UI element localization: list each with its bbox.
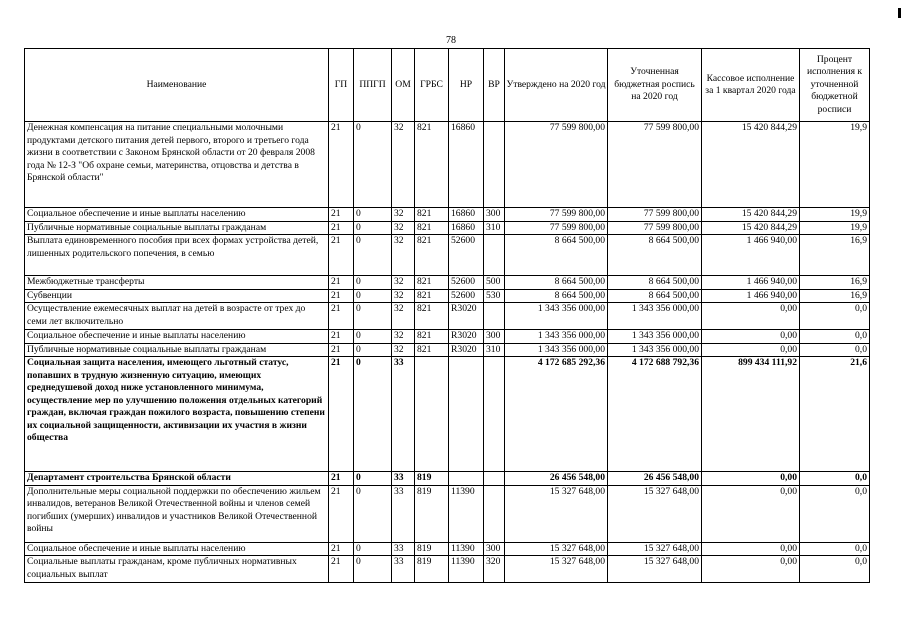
cell-percent: 19,9 [800, 208, 870, 222]
cell-cash: 15 420 844,29 [702, 208, 800, 222]
cell-updated: 4 172 688 792,36 [608, 357, 702, 472]
cell-om: 32 [392, 330, 415, 344]
cell-np [449, 472, 484, 486]
table-row [25, 276, 870, 290]
cell-name: Социальная защита населения, имеющего льготный статус, попавших в трудную жизненную ситуацию, имеющих среднедушевой доход ниже установленного минимума, осуществление мер по улучшению положения отдельных категорий граждан, включая граждан пожилого возраста, повышению степени их социальной защищенности, активизации их участия в жизни общества [25, 357, 329, 472]
cell-gp: 21 [329, 343, 354, 357]
col-header-gp: ГП [329, 49, 354, 122]
cell-percent: 21,6 [800, 357, 870, 472]
cell-approved: 15 327 648,00 [505, 542, 608, 556]
cell-gp: 21 [329, 221, 354, 235]
cell-pgp: 0 [354, 542, 392, 556]
cell-om: 33 [392, 357, 415, 472]
cell-cash: 15 420 844,29 [702, 122, 800, 208]
cell-vr [484, 303, 505, 330]
cell-name: Денежная компенсация на питание специальными молочными продуктами детского питания детей первого, второго и третьего года жизни в соответствии с Законом Брянской области от 20 февраля 2008 года № 12-З "Об охране семьи, материнства, отцовства и детства в Брянской области" [25, 122, 329, 208]
cell-np: R3020 [449, 303, 484, 330]
col-header-updated: Уточненная бюджетная роспись на 2020 год [608, 49, 702, 122]
cell-vr: 500 [484, 276, 505, 290]
cell-np: 16860 [449, 122, 484, 208]
cell-percent: 0,0 [800, 542, 870, 556]
cell-np: 16860 [449, 221, 484, 235]
cell-updated: 77 599 800,00 [608, 221, 702, 235]
cell-approved: 77 599 800,00 [505, 208, 608, 222]
cell-gp: 21 [329, 289, 354, 303]
cell-percent: 0,0 [800, 303, 870, 330]
cell-om: 32 [392, 343, 415, 357]
cell-np: R3020 [449, 330, 484, 344]
table-row [25, 542, 870, 556]
cell-approved: 1 343 356 000,00 [505, 330, 608, 344]
cell-gp: 21 [329, 276, 354, 290]
cell-name: Социальное обеспечение и иные выплаты населению [25, 330, 329, 344]
table-header-row [25, 49, 870, 122]
cell-approved: 8 664 500,00 [505, 276, 608, 290]
cell-pgp: 0 [354, 330, 392, 344]
cell-vr [484, 122, 505, 208]
cell-name: Департамент строительства Брянской области [25, 472, 329, 486]
cell-cash: 0,00 [702, 485, 800, 542]
cell-updated: 15 327 648,00 [608, 542, 702, 556]
cell-grbs: 821 [415, 235, 449, 276]
cell-grbs: 819 [415, 542, 449, 556]
cell-pgp: 0 [354, 235, 392, 276]
cell-approved: 4 172 685 292,36 [505, 357, 608, 472]
cell-vr: 300 [484, 330, 505, 344]
cell-np: 52600 [449, 235, 484, 276]
cell-percent: 0,0 [800, 472, 870, 486]
budget-table [24, 48, 870, 583]
cell-om: 33 [392, 556, 415, 583]
col-header-percent: Процент исполнения к уточненной бюджетной росписи [800, 49, 870, 122]
table-body [25, 122, 870, 583]
cell-approved: 8 664 500,00 [505, 235, 608, 276]
cell-gp: 21 [329, 556, 354, 583]
cell-om: 32 [392, 289, 415, 303]
cell-vr [484, 472, 505, 486]
cell-pgp: 0 [354, 276, 392, 290]
cell-percent: 16,9 [800, 235, 870, 276]
cell-vr: 320 [484, 556, 505, 583]
cell-pgp: 0 [354, 122, 392, 208]
cell-grbs: 821 [415, 221, 449, 235]
cell-np [449, 357, 484, 472]
cell-vr: 310 [484, 343, 505, 357]
cell-gp: 21 [329, 208, 354, 222]
cell-om: 32 [392, 303, 415, 330]
cell-cash: 0,00 [702, 330, 800, 344]
cell-np: 11390 [449, 556, 484, 583]
cell-np: R3020 [449, 343, 484, 357]
col-header-name: Наименование [25, 49, 329, 122]
cell-np: 11390 [449, 485, 484, 542]
cell-name: Субвенции [25, 289, 329, 303]
cell-np: 52600 [449, 289, 484, 303]
cell-name: Социальное обеспечение и иные выплаты населению [25, 208, 329, 222]
cell-cash: 0,00 [702, 343, 800, 357]
col-header-cash: Кассовое исполнение за 1 квартал 2020 года [702, 49, 800, 122]
cell-grbs: 821 [415, 303, 449, 330]
cell-percent: 19,9 [800, 122, 870, 208]
cell-cash: 899 434 111,92 [702, 357, 800, 472]
cell-vr [484, 235, 505, 276]
cell-np: 16860 [449, 208, 484, 222]
cell-approved: 15 327 648,00 [505, 485, 608, 542]
col-header-om: ОМ [392, 49, 415, 122]
cell-percent: 0,0 [800, 330, 870, 344]
margin-mark [898, 8, 901, 18]
table-row [25, 208, 870, 222]
cell-updated: 1 343 356 000,00 [608, 303, 702, 330]
cell-pgp: 0 [354, 303, 392, 330]
cell-gp: 21 [329, 542, 354, 556]
table-row [25, 357, 870, 472]
cell-gp: 21 [329, 472, 354, 486]
cell-grbs: 819 [415, 472, 449, 486]
cell-om: 33 [392, 542, 415, 556]
cell-name: Осуществление ежемесячных выплат на детей в возрасте от трех до семи лет включительно [25, 303, 329, 330]
cell-gp: 21 [329, 485, 354, 542]
cell-approved: 8 664 500,00 [505, 289, 608, 303]
cell-updated: 8 664 500,00 [608, 276, 702, 290]
cell-name: Социальное обеспечение и иные выплаты населению [25, 542, 329, 556]
table-row [25, 289, 870, 303]
cell-grbs [415, 357, 449, 472]
cell-percent: 0,0 [800, 556, 870, 583]
cell-grbs: 821 [415, 122, 449, 208]
cell-name: Дополнительные меры социальной поддержки по обеспечению жильем инвалидов, ветеранов Великой Отечественной войны и членов семей погибших (умерших) инвалидов и участников Великой Отечественной войны [25, 485, 329, 542]
cell-approved: 26 456 548,00 [505, 472, 608, 486]
col-header-approved: Утверждено на 2020 год [505, 49, 608, 122]
cell-np: 52600 [449, 276, 484, 290]
col-header-np: НР [449, 49, 484, 122]
cell-pgp: 0 [354, 556, 392, 583]
cell-grbs: 821 [415, 330, 449, 344]
cell-updated: 15 327 648,00 [608, 485, 702, 542]
table-row [25, 343, 870, 357]
cell-updated: 26 456 548,00 [608, 472, 702, 486]
cell-grbs: 821 [415, 343, 449, 357]
cell-updated: 1 343 356 000,00 [608, 343, 702, 357]
cell-updated: 8 664 500,00 [608, 235, 702, 276]
cell-cash: 1 466 940,00 [702, 289, 800, 303]
cell-approved: 77 599 800,00 [505, 122, 608, 208]
cell-np: 11390 [449, 542, 484, 556]
cell-vr [484, 357, 505, 472]
cell-om: 32 [392, 276, 415, 290]
cell-pgp: 0 [354, 485, 392, 542]
cell-om: 33 [392, 485, 415, 542]
cell-om: 32 [392, 208, 415, 222]
cell-updated: 15 327 648,00 [608, 556, 702, 583]
cell-updated: 1 343 356 000,00 [608, 330, 702, 344]
cell-name: Выплата единовременного пособия при всех формах устройства детей, лишенных родительского попечения, в семью [25, 235, 329, 276]
table-row [25, 303, 870, 330]
cell-cash: 0,00 [702, 303, 800, 330]
cell-name: Социальные выплаты гражданам, кроме публичных нормативных социальных выплат [25, 556, 329, 583]
cell-updated: 8 664 500,00 [608, 289, 702, 303]
cell-om: 32 [392, 221, 415, 235]
cell-updated: 77 599 800,00 [608, 208, 702, 222]
table-row [25, 235, 870, 276]
cell-grbs: 821 [415, 276, 449, 290]
cell-grbs: 819 [415, 485, 449, 542]
table-row [25, 472, 870, 486]
col-header-pgp: ППГП [354, 49, 392, 122]
cell-cash: 1 466 940,00 [702, 276, 800, 290]
cell-grbs: 821 [415, 208, 449, 222]
cell-om: 32 [392, 122, 415, 208]
cell-pgp: 0 [354, 472, 392, 486]
cell-cash: 1 466 940,00 [702, 235, 800, 276]
cell-percent: 16,9 [800, 276, 870, 290]
cell-gp: 21 [329, 303, 354, 330]
cell-vr [484, 485, 505, 542]
cell-percent: 0,0 [800, 485, 870, 542]
cell-gp: 21 [329, 235, 354, 276]
cell-pgp: 0 [354, 208, 392, 222]
cell-cash: 15 420 844,29 [702, 221, 800, 235]
col-header-grbs: ГРБС [415, 49, 449, 122]
cell-grbs: 821 [415, 289, 449, 303]
page-number: 78 [446, 35, 456, 46]
cell-pgp: 0 [354, 357, 392, 472]
cell-cash: 0,00 [702, 472, 800, 486]
cell-vr: 300 [484, 208, 505, 222]
cell-cash: 0,00 [702, 542, 800, 556]
cell-gp: 21 [329, 357, 354, 472]
cell-cash: 0,00 [702, 556, 800, 583]
cell-approved: 1 343 356 000,00 [505, 343, 608, 357]
cell-approved: 1 343 356 000,00 [505, 303, 608, 330]
table-row [25, 330, 870, 344]
table-row [25, 556, 870, 583]
cell-name: Публичные нормативные социальные выплаты гражданам [25, 221, 329, 235]
cell-gp: 21 [329, 330, 354, 344]
cell-vr: 300 [484, 542, 505, 556]
cell-percent: 0,0 [800, 343, 870, 357]
cell-grbs: 819 [415, 556, 449, 583]
cell-name: Межбюджетные трансферты [25, 276, 329, 290]
cell-updated: 77 599 800,00 [608, 122, 702, 208]
cell-pgp: 0 [354, 289, 392, 303]
table-row [25, 221, 870, 235]
cell-gp: 21 [329, 122, 354, 208]
cell-om: 32 [392, 235, 415, 276]
cell-vr: 310 [484, 221, 505, 235]
table-row [25, 122, 870, 208]
cell-percent: 16,9 [800, 289, 870, 303]
table-row [25, 485, 870, 542]
cell-percent: 19,9 [800, 221, 870, 235]
cell-name: Публичные нормативные социальные выплаты гражданам [25, 343, 329, 357]
cell-vr: 530 [484, 289, 505, 303]
cell-approved: 15 327 648,00 [505, 556, 608, 583]
cell-pgp: 0 [354, 343, 392, 357]
cell-approved: 77 599 800,00 [505, 221, 608, 235]
col-header-vr: ВР [484, 49, 505, 122]
cell-pgp: 0 [354, 221, 392, 235]
cell-om: 33 [392, 472, 415, 486]
